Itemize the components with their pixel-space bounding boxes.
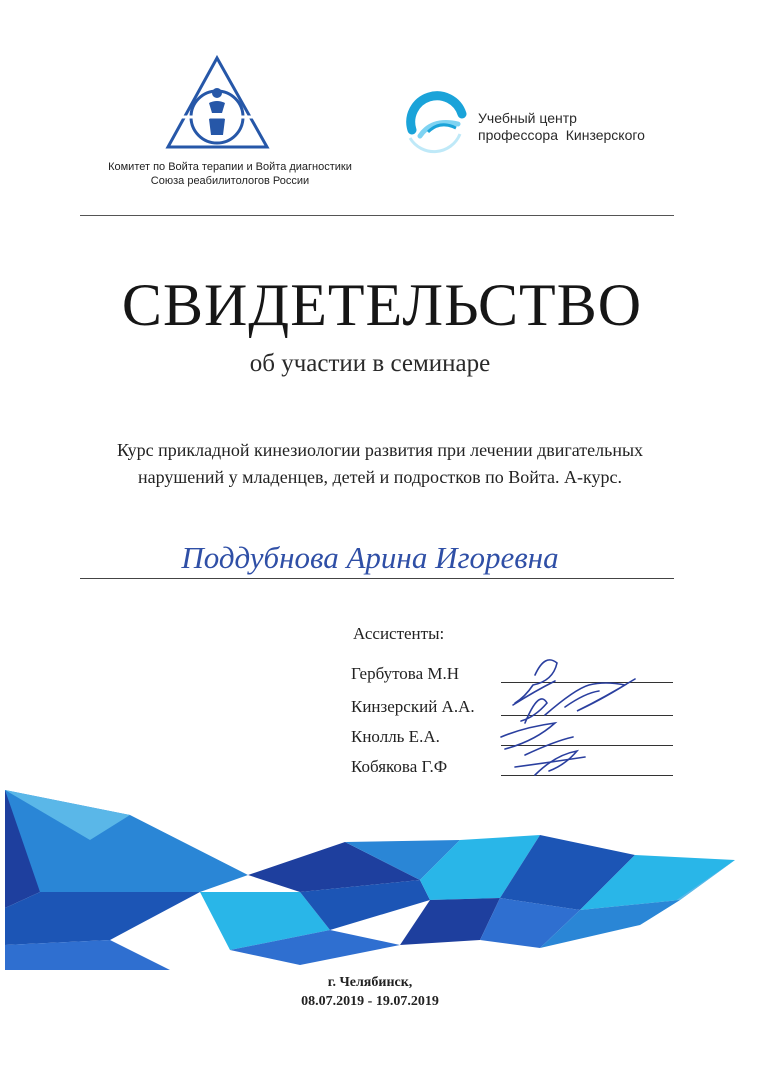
committee-line-2: Союза реабилитологов России xyxy=(150,175,310,187)
committee-line-1: Комитет по Войта терапии и Войта диагностики xyxy=(108,161,352,173)
assistant-name: Гербутова М.Н xyxy=(351,664,460,683)
training-center-logo-icon xyxy=(402,90,470,158)
course-description xyxy=(60,437,700,491)
signatures-icon xyxy=(495,645,645,785)
assistant-name: Кнолль Е.А. xyxy=(351,727,440,746)
certificate-title: СВИДЕТЕЛЬСТВО xyxy=(121,272,643,338)
assistants-heading: Ассистенты: xyxy=(353,624,445,643)
seminar-dates: 08.07.2019 - 19.07.2019 xyxy=(301,994,439,1009)
decorative-polygon-band xyxy=(0,780,764,970)
committee-logo-icon xyxy=(165,55,270,150)
assistant-name: Кинзерский А.А. xyxy=(351,697,475,716)
committee-name xyxy=(60,160,400,188)
course-line-1: Курс прикладной кинезиологии развития при лечении двигательных xyxy=(116,440,644,460)
header-divider xyxy=(80,215,674,216)
center-line-1: Учебный центр xyxy=(478,110,577,126)
course-line-2: нарушений у младенцев, детей и подростков по Войта. А-курс. xyxy=(138,467,622,487)
center-line-2: профессора Кинзерского xyxy=(478,127,645,143)
assistant-name: Кобякова Г.Ф xyxy=(351,757,448,776)
participant-name: Поддубнова Арина Игоревна xyxy=(181,540,559,575)
training-center-name xyxy=(478,110,645,144)
certificate-subtitle: об участии в семинаре xyxy=(249,350,491,377)
participant-underline xyxy=(80,578,674,579)
city: г. Челябинск, xyxy=(327,975,413,990)
